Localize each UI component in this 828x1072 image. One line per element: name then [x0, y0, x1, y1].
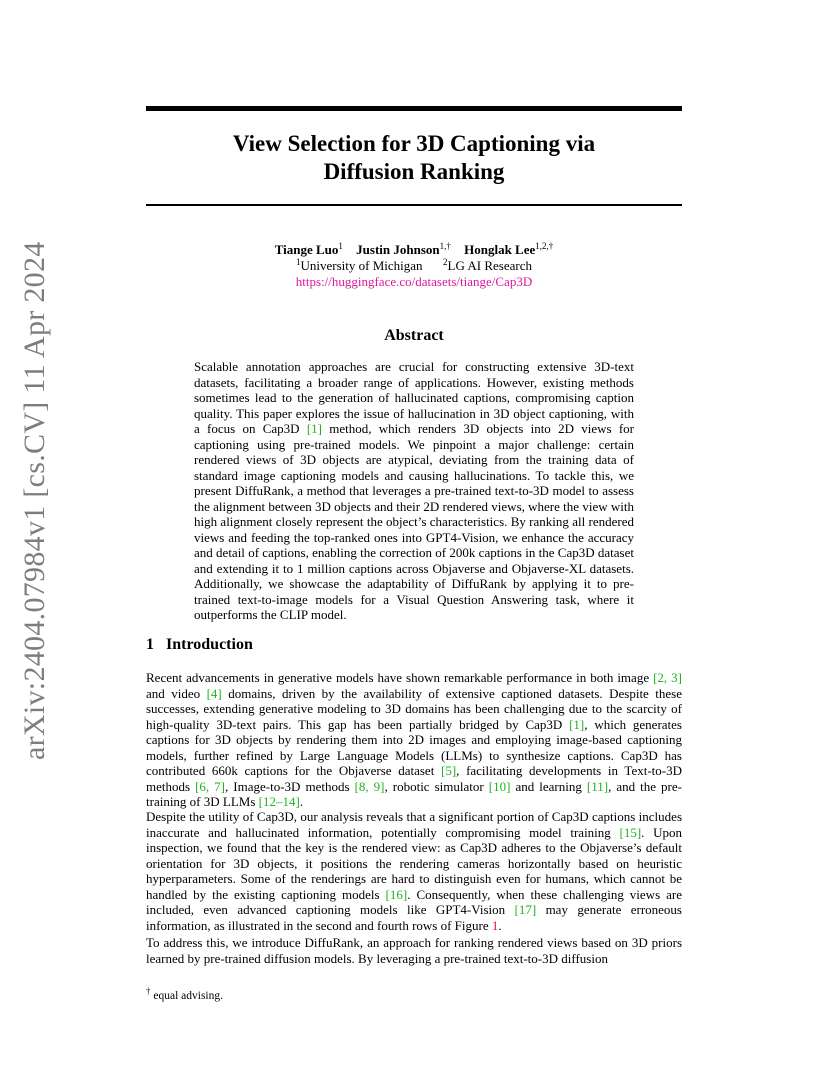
citation-link[interactable]: [5]: [440, 763, 457, 778]
title-line-2: Diffusion Ranking: [323, 159, 505, 184]
author-name: Tiange Luo: [274, 242, 339, 257]
author-name: Justin Johnson: [356, 242, 440, 257]
author-name: Honglak Lee: [464, 242, 536, 257]
title-line-1: View Selection for 3D Captioning via: [232, 131, 596, 156]
author-sup: 1,†: [439, 241, 451, 251]
para-text: and video: [146, 685, 207, 701]
abstract-heading: Abstract: [384, 327, 444, 344]
para-text: . Upon inspection, we found that the key is the rendered view: as Cap3D adheres to the Objaverse’s default orientation for 3D objects, it positions the rendering cameras horizontally based on heuristic hyperparameters. Some of the renderings are hard to distinguish even for humans, which cannot be handled by the existing captioning models: [146, 824, 683, 902]
affiliations: [146, 258, 682, 274]
section-title: Introduction: [166, 636, 253, 653]
author: [464, 242, 553, 257]
footnote-mark: †: [146, 986, 151, 996]
citation-link[interactable]: [8, 9]: [354, 778, 385, 794]
citation-link[interactable]: [2, 3]: [653, 670, 682, 685]
section-heading: [146, 636, 253, 654]
affiliation-sup: 1: [295, 257, 301, 267]
para-text: .: [498, 917, 502, 933]
abstract-text: Scalable annotation approaches are crucial for constructing extensive 3D-text datasets, facilitating a broader range of applications. However, existing methods sometimes lead to the generation of hallucinated captions, compromising caption quality. This paper explores the issue of hallucination in 3D object captioning, with a focus on Cap3D: [194, 359, 634, 436]
author: [356, 242, 451, 257]
para-text: , facilitating developments in Text-to-3D methods: [146, 763, 683, 794]
para-text: , and the pre-training of 3D LLMs: [146, 778, 682, 809]
citation-link[interactable]: [12–14]: [258, 794, 300, 809]
para-text: .: [299, 794, 304, 809]
author: [275, 242, 343, 257]
title-bottom-rule: [146, 204, 682, 206]
arxiv-stamp: arXiv:2404.07984v1 [cs.CV] 11 Apr 2024: [18, 241, 51, 760]
para-text: . Consequently, when these challenging views are included, even advanced captioning models like GPT4-Vision: [146, 886, 682, 917]
citation-link[interactable]: [1]: [569, 716, 585, 732]
para-text: domains, driven by the availability of extensive captioned datasets. Despite these successes, extending generative modeling to 3D domains has been challenging due to the scarcity of high-quality 3D-text pairs. This gap has been partially bridged by Cap3D: [146, 685, 682, 732]
title-top-rule: [146, 106, 682, 111]
paper-title: [146, 130, 682, 186]
citation-link[interactable]: [11]: [586, 778, 609, 794]
para-text: Recent advancements in generative models have shown remarkable performance in both image: [146, 670, 654, 685]
author-names: [146, 242, 682, 258]
para-text: , which generates captions for 3D objects by rendering them into 2D images and employing image-based captioning models, further refined by Large Language Models (LLMs) to synthesize captions. Cap3D has contributed 660k captions for the Objaverse dataset: [146, 716, 682, 778]
affiliation-sup: 2: [443, 257, 448, 267]
author-sup: 1,2,†: [535, 241, 554, 251]
intro-paragraph-2: [146, 809, 682, 933]
para-text: and learning: [510, 778, 587, 794]
section-number: 1: [146, 636, 154, 653]
citation-link[interactable]: [4]: [206, 685, 222, 701]
affiliation-name: LG AI Research: [447, 258, 532, 273]
dataset-link[interactable]: https://huggingface.co/datasets/tiange/Cap3D: [295, 274, 533, 289]
para-text: , robotic simulator: [384, 778, 489, 794]
citation-link[interactable]: [16]: [385, 886, 408, 902]
author-block: [146, 242, 682, 290]
intro-paragraph-3: To address this, we introduce DiffuRank, an approach for ranking rendered views based on 3D priors learned by pre-trained diffusion models. By leveraging a pre-trained text-to-3D diffusion: [146, 935, 682, 966]
intro-paragraph-1: [146, 670, 682, 810]
affiliation-name: University of Michigan: [300, 258, 423, 273]
para-text: may generate erroneous information, as illustrated in the second and fourth rows of Figure: [146, 902, 682, 933]
para-text: Despite the utility of Cap3D, our analysis reveals that a significant portion of Cap3D captions includes inaccurate and hallucinated information, potentially compromising model training: [146, 809, 682, 840]
citation-link[interactable]: [15]: [619, 824, 642, 840]
abstract-body: [194, 359, 634, 623]
citation-link[interactable]: [17]: [514, 902, 537, 917]
citation-link[interactable]: [6, 7]: [195, 778, 226, 794]
citation-link[interactable]: [10]: [488, 778, 511, 794]
para-text: , Image-to-3D methods: [225, 778, 355, 794]
citation-link[interactable]: [1]: [306, 421, 322, 436]
author-sup: 1: [338, 241, 343, 251]
figure-link[interactable]: 1: [491, 917, 499, 933]
footnote-text: equal advising.: [150, 990, 223, 1002]
abstract-text: method, which renders 3D objects into 2D views for captioning using pre-trained models. We pinpoint a major challenge: certain rendered views of 3D objects are atypical, deviating from the training data of standard image captioning models and causing hallucinations. To tackle this, we present DiffuRank, a method that leverages a pre-trained text-to-3D model to assess the alignment between 3D objects and their 2D rendered views, where the view with high alignment closely represent the object’s characteristics. By ranking all rendered views and feeding the top-ranked ones into GPT4-Vision, we enhance the accuracy and detail of captions, enabling the correction of 200k captions in the Cap3D dataset and extending it to 1 million captions across Objaverse and Objaverse-XL datasets. Additionally, we showcase the adaptability of DiffuRank by applying it to pre-trained text-to-image models for a Visual Question Answering task, where it outperforms the CLIP model.: [194, 421, 634, 622]
footnote: [146, 986, 223, 1002]
